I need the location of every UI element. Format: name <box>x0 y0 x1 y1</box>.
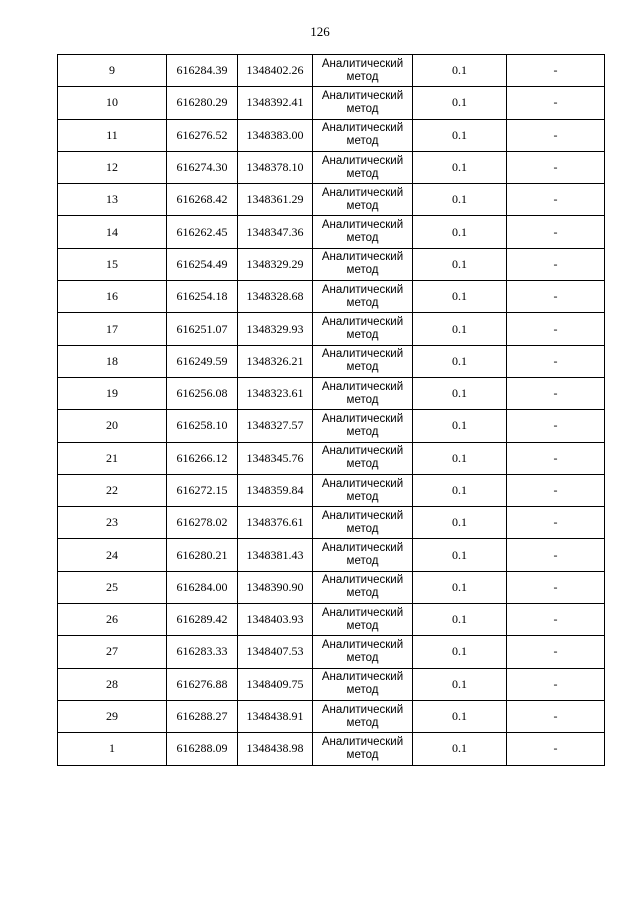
table-row <box>58 151 605 183</box>
method-line: Аналитический <box>321 574 404 587</box>
accuracy-cell: 0.1 <box>413 281 507 313</box>
x-coordinate-cell: 616280.21 <box>167 539 238 571</box>
point-number-cell: 18 <box>58 345 167 377</box>
y-coordinate-cell: 1348323.61 <box>238 377 313 409</box>
method-line: Аналитический <box>321 219 404 232</box>
method-cell <box>313 636 413 668</box>
method-line: метод <box>346 361 379 374</box>
method-line: метод <box>346 522 379 535</box>
table-row <box>58 377 605 409</box>
page-number: 126 <box>310 24 330 39</box>
method-line: Аналитический <box>321 186 404 199</box>
note-cell: - <box>507 474 605 506</box>
table-row <box>58 345 605 377</box>
point-number-cell: 23 <box>58 507 167 539</box>
point-number-cell: 26 <box>58 604 167 636</box>
note-cell: - <box>507 248 605 280</box>
table-row <box>58 733 605 765</box>
y-coordinate-cell: 1348390.90 <box>238 571 313 603</box>
table-row <box>58 281 605 313</box>
method-line: Аналитический <box>321 283 404 296</box>
note-cell: - <box>507 733 605 765</box>
point-number-cell: 29 <box>58 700 167 732</box>
table-row <box>58 636 605 668</box>
method-cell <box>313 184 413 216</box>
method-line: Аналитический <box>321 445 404 458</box>
method-line: Аналитический <box>321 703 404 716</box>
method-cell <box>313 248 413 280</box>
method-line: метод <box>346 70 379 83</box>
method-cell <box>313 281 413 313</box>
table-row <box>58 55 605 87</box>
table-row <box>58 571 605 603</box>
note-cell: - <box>507 216 605 248</box>
table-row <box>58 410 605 442</box>
method-line: метод <box>346 619 379 632</box>
note-cell: - <box>507 507 605 539</box>
method-line: Аналитический <box>321 606 404 619</box>
x-coordinate-cell: 616284.39 <box>167 55 238 87</box>
method-line: Аналитический <box>321 477 404 490</box>
y-coordinate-cell: 1348438.91 <box>238 700 313 732</box>
method-line: метод <box>346 587 379 600</box>
x-coordinate-cell: 616254.18 <box>167 281 238 313</box>
method-cell <box>313 733 413 765</box>
note-cell: - <box>507 700 605 732</box>
accuracy-cell: 0.1 <box>413 345 507 377</box>
method-cell <box>313 151 413 183</box>
accuracy-cell: 0.1 <box>413 507 507 539</box>
method-line: метод <box>346 458 379 471</box>
method-cell <box>313 507 413 539</box>
method-cell <box>313 377 413 409</box>
x-coordinate-cell: 616268.42 <box>167 184 238 216</box>
x-coordinate-cell: 616284.00 <box>167 571 238 603</box>
method-cell <box>313 410 413 442</box>
note-cell: - <box>507 604 605 636</box>
method-line: Аналитический <box>321 89 404 102</box>
method-cell <box>313 539 413 571</box>
y-coordinate-cell: 1348347.36 <box>238 216 313 248</box>
method-cell <box>313 313 413 345</box>
method-line: метод <box>346 651 379 664</box>
method-line: метод <box>346 393 379 406</box>
note-cell: - <box>507 55 605 87</box>
y-coordinate-cell: 1348383.00 <box>238 119 313 151</box>
method-cell <box>313 571 413 603</box>
accuracy-cell: 0.1 <box>413 604 507 636</box>
point-number-cell: 14 <box>58 216 167 248</box>
x-coordinate-cell: 616280.29 <box>167 87 238 119</box>
point-number-cell: 21 <box>58 442 167 474</box>
note-cell: - <box>507 345 605 377</box>
table-row <box>58 216 605 248</box>
x-coordinate-cell: 616278.02 <box>167 507 238 539</box>
table-row <box>58 313 605 345</box>
method-cell <box>313 87 413 119</box>
y-coordinate-cell: 1348438.98 <box>238 733 313 765</box>
accuracy-cell: 0.1 <box>413 313 507 345</box>
x-coordinate-cell: 616288.27 <box>167 700 238 732</box>
x-coordinate-cell: 616251.07 <box>167 313 238 345</box>
method-cell <box>313 55 413 87</box>
y-coordinate-cell: 1348409.75 <box>238 668 313 700</box>
note-cell: - <box>507 668 605 700</box>
table-row <box>58 442 605 474</box>
note-cell: - <box>507 571 605 603</box>
point-number-cell: 17 <box>58 313 167 345</box>
note-cell: - <box>507 313 605 345</box>
x-coordinate-cell: 616266.12 <box>167 442 238 474</box>
point-number-cell: 25 <box>58 571 167 603</box>
method-line: метод <box>346 490 379 503</box>
y-coordinate-cell: 1348359.84 <box>238 474 313 506</box>
method-cell <box>313 668 413 700</box>
y-coordinate-cell: 1348327.57 <box>238 410 313 442</box>
accuracy-cell: 0.1 <box>413 87 507 119</box>
point-number-cell: 13 <box>58 184 167 216</box>
method-cell <box>313 700 413 732</box>
table-row <box>58 507 605 539</box>
point-number-cell: 15 <box>58 248 167 280</box>
method-line: Аналитический <box>321 57 404 70</box>
table-row <box>58 539 605 571</box>
accuracy-cell: 0.1 <box>413 442 507 474</box>
note-cell: - <box>507 636 605 668</box>
table-row <box>58 184 605 216</box>
y-coordinate-cell: 1348361.29 <box>238 184 313 216</box>
x-coordinate-cell: 616289.42 <box>167 604 238 636</box>
method-line: Аналитический <box>321 251 404 264</box>
point-number-cell: 20 <box>58 410 167 442</box>
y-coordinate-cell: 1348407.53 <box>238 636 313 668</box>
note-cell: - <box>507 119 605 151</box>
table-body <box>58 55 605 766</box>
x-coordinate-cell: 616272.15 <box>167 474 238 506</box>
note-cell: - <box>507 539 605 571</box>
accuracy-cell: 0.1 <box>413 700 507 732</box>
y-coordinate-cell: 1348378.10 <box>238 151 313 183</box>
note-cell: - <box>507 151 605 183</box>
accuracy-cell: 0.1 <box>413 474 507 506</box>
method-line: метод <box>346 167 379 180</box>
y-coordinate-cell: 1348376.61 <box>238 507 313 539</box>
x-coordinate-cell: 616276.88 <box>167 668 238 700</box>
method-line: Аналитический <box>321 735 404 748</box>
y-coordinate-cell: 1348345.76 <box>238 442 313 474</box>
method-line: метод <box>346 102 379 115</box>
method-line: Аналитический <box>321 671 404 684</box>
note-cell: - <box>507 377 605 409</box>
method-line: метод <box>346 555 379 568</box>
method-cell <box>313 345 413 377</box>
table-row <box>58 87 605 119</box>
method-line: метод <box>346 296 379 309</box>
method-line: метод <box>346 199 379 212</box>
method-line: метод <box>346 135 379 148</box>
x-coordinate-cell: 616262.45 <box>167 216 238 248</box>
point-number-cell: 9 <box>58 55 167 87</box>
point-number-cell: 28 <box>58 668 167 700</box>
accuracy-cell: 0.1 <box>413 216 507 248</box>
method-line: Аналитический <box>321 154 404 167</box>
accuracy-cell: 0.1 <box>413 119 507 151</box>
table-row <box>58 668 605 700</box>
method-cell <box>313 442 413 474</box>
method-line: Аналитический <box>321 348 404 361</box>
point-number-cell: 27 <box>58 636 167 668</box>
y-coordinate-cell: 1348403.93 <box>238 604 313 636</box>
note-cell: - <box>507 87 605 119</box>
coordinates-table <box>57 54 605 766</box>
point-number-cell: 19 <box>58 377 167 409</box>
method-line: Аналитический <box>321 542 404 555</box>
x-coordinate-cell: 616256.08 <box>167 377 238 409</box>
accuracy-cell: 0.1 <box>413 377 507 409</box>
method-line: метод <box>346 425 379 438</box>
point-number-cell: 16 <box>58 281 167 313</box>
y-coordinate-cell: 1348392.41 <box>238 87 313 119</box>
accuracy-cell: 0.1 <box>413 184 507 216</box>
method-line: Аналитический <box>321 316 404 329</box>
point-number-cell: 22 <box>58 474 167 506</box>
accuracy-cell: 0.1 <box>413 539 507 571</box>
method-line: Аналитический <box>321 122 404 135</box>
x-coordinate-cell: 616254.49 <box>167 248 238 280</box>
method-line: метод <box>346 684 379 697</box>
y-coordinate-cell: 1348329.29 <box>238 248 313 280</box>
accuracy-cell: 0.1 <box>413 410 507 442</box>
method-cell <box>313 474 413 506</box>
point-number-cell: 12 <box>58 151 167 183</box>
x-coordinate-cell: 616276.52 <box>167 119 238 151</box>
point-number-cell: 1 <box>58 733 167 765</box>
method-line: Аналитический <box>321 380 404 393</box>
y-coordinate-cell: 1348328.68 <box>238 281 313 313</box>
accuracy-cell: 0.1 <box>413 248 507 280</box>
accuracy-cell: 0.1 <box>413 571 507 603</box>
accuracy-cell: 0.1 <box>413 636 507 668</box>
y-coordinate-cell: 1348329.93 <box>238 313 313 345</box>
method-cell <box>313 604 413 636</box>
table-row <box>58 604 605 636</box>
point-number-cell: 24 <box>58 539 167 571</box>
y-coordinate-cell: 1348381.43 <box>238 539 313 571</box>
method-line: Аналитический <box>321 412 404 425</box>
point-number-cell: 11 <box>58 119 167 151</box>
method-line: Аналитический <box>321 638 404 651</box>
method-cell <box>313 119 413 151</box>
table-row <box>58 248 605 280</box>
x-coordinate-cell: 616258.10 <box>167 410 238 442</box>
method-line: метод <box>346 716 379 729</box>
method-line: метод <box>346 748 379 761</box>
point-number-cell: 10 <box>58 87 167 119</box>
method-cell <box>313 216 413 248</box>
y-coordinate-cell: 1348402.26 <box>238 55 313 87</box>
accuracy-cell: 0.1 <box>413 55 507 87</box>
note-cell: - <box>507 184 605 216</box>
method-line: метод <box>346 264 379 277</box>
table-row <box>58 700 605 732</box>
y-coordinate-cell: 1348326.21 <box>238 345 313 377</box>
method-line: метод <box>346 329 379 342</box>
table-row <box>58 474 605 506</box>
x-coordinate-cell: 616274.30 <box>167 151 238 183</box>
x-coordinate-cell: 616249.59 <box>167 345 238 377</box>
x-coordinate-cell: 616283.33 <box>167 636 238 668</box>
table-row <box>58 119 605 151</box>
accuracy-cell: 0.1 <box>413 668 507 700</box>
accuracy-cell: 0.1 <box>413 151 507 183</box>
note-cell: - <box>507 410 605 442</box>
accuracy-cell: 0.1 <box>413 733 507 765</box>
note-cell: - <box>507 442 605 474</box>
x-coordinate-cell: 616288.09 <box>167 733 238 765</box>
note-cell: - <box>507 281 605 313</box>
method-line: Аналитический <box>321 509 404 522</box>
method-line: метод <box>346 232 379 245</box>
